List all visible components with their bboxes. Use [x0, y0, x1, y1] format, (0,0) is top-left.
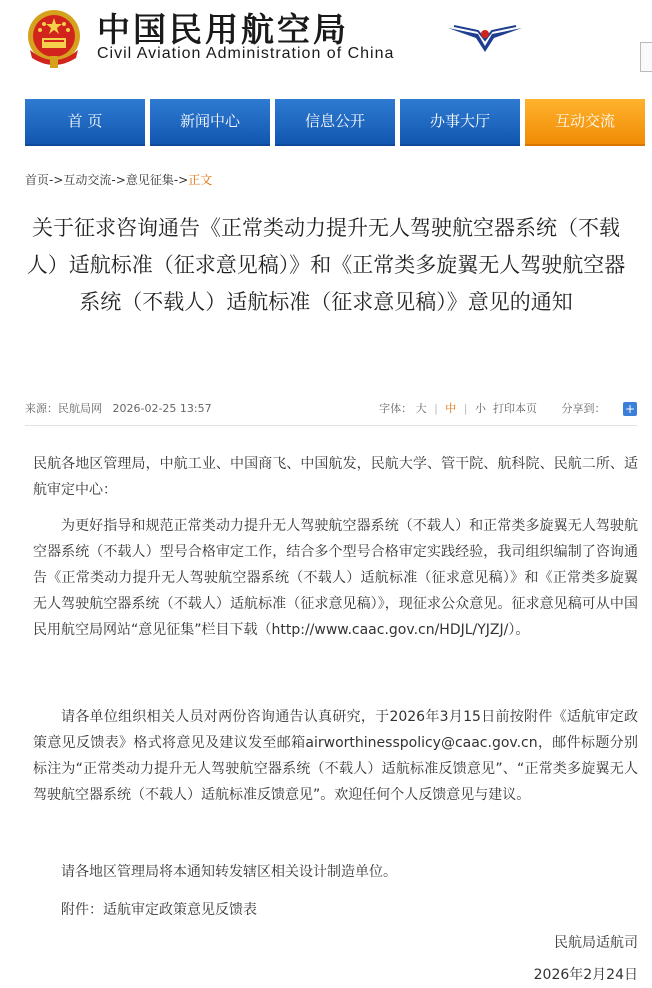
breadcrumb-opinions[interactable]: 意见征集 — [125, 173, 174, 187]
article-paragraph: 请各单位组织相关人员对两份咨询通告认真研究，于2026年3月15日前按附件《适航审定政策意见反馈表》格式将意见及建议发至邮箱airworthinesspolicy@caac.gov.cn，邮件标题分别标注为“正常类动力提升无人驾驶航空器系统（不载人）适航标准反馈意见”、“正常类多旋翼无人驾驶航空器系统（不载人）适航标准反馈意见”。欢迎任何个人反馈意见与建议。 — [33, 709, 638, 803]
share-plus-icon[interactable]: + — [624, 402, 636, 416]
article-paragraph: 请各地区管理局将本通知转发辖区相关设计制造单位。 — [61, 864, 397, 880]
article-source: 来源：民航局网 — [25, 402, 102, 415]
breadcrumb-sep: -> — [173, 173, 189, 187]
breadcrumb-interaction[interactable]: 互动交流 — [63, 173, 112, 187]
caac-wings-logo-icon — [448, 20, 522, 52]
font-small-button[interactable]: 小 — [475, 402, 487, 415]
article-paragraph-recipients: 民航各地区管理局，中航工业、中国商飞、中国航发，民航大学、管干院、航科院、民航二所、适航审定中心： — [33, 456, 638, 498]
meta-divider: | — [434, 402, 438, 415]
attachment-link[interactable]: 附件：适航审定政策意见反馈表 — [61, 902, 257, 918]
article-title: 关于征求咨询通告《正常类动力提升无人驾驶航空器系统（不载人）适航标准（征求意见稿）》和《正常类多旋翼无人驾驶航空器系统（不载人）适航标准（征求意见稿）》意见的通知 — [26, 216, 626, 314]
main-nav — [0, 99, 652, 145]
breadcrumb-sep: -> — [111, 173, 126, 187]
article-datetime: 2026-02-25 13:57 — [112, 402, 212, 415]
article-signature: 民航局适航司 — [554, 935, 638, 951]
meta-divider: | — [463, 402, 468, 415]
nav-item-home[interactable]: 首 页 — [25, 99, 145, 146]
share-label: 分享到： — [561, 402, 606, 415]
site-title-cn[interactable]: 中国民用航空局 — [97, 10, 349, 49]
nav-item-interaction[interactable]: 互动交流 — [525, 99, 645, 146]
site-title-en: Civil Aviation Administration of China — [97, 45, 395, 62]
site-header — [0, 0, 652, 96]
national-emblem-icon — [22, 6, 86, 70]
font-large-button[interactable]: 大 — [415, 402, 427, 415]
font-size-label: 字体： — [379, 402, 413, 415]
nav-item-info[interactable]: 信息公开 — [275, 99, 395, 146]
print-button[interactable]: 打印本页 — [493, 402, 538, 415]
nav-item-news[interactable]: 新闻中心 — [150, 99, 270, 146]
header-search-box[interactable] — [640, 42, 652, 72]
breadcrumb — [25, 171, 212, 188]
article-meta — [25, 400, 637, 418]
nav-item-services[interactable]: 办事大厅 — [400, 99, 520, 146]
breadcrumb-home[interactable]: 首页 — [25, 173, 50, 187]
meta-divider-line — [25, 425, 637, 426]
article-date: 2026年2月24日 — [533, 967, 638, 983]
article-paragraph: 为更好指导和规范正常类动力提升无人驾驶航空器系统（不载人）和正常类多旋翼无人驾驶航空器系统（不载人）型号合格审定工作，结合多个型号合格审定实践经验，我司组织编制了咨询通告《正常类动力提升无人驾驶航空器系统（不载人）适航标准（征求意见稿）》和《正常类多旋翼无人驾驶航空器系统（不载人）适航标准（征求意见稿）》，现征求公众意见。征求意见稿可从中国民用航空局网站“意见征集”栏目下载（http://www.caac.gov.cn/HDJL/YJZJ/）。 — [33, 518, 638, 638]
breadcrumb-sep: -> — [49, 173, 64, 187]
breadcrumb-current: 正文 — [188, 173, 213, 187]
font-medium-button[interactable]: 中 — [445, 402, 457, 415]
